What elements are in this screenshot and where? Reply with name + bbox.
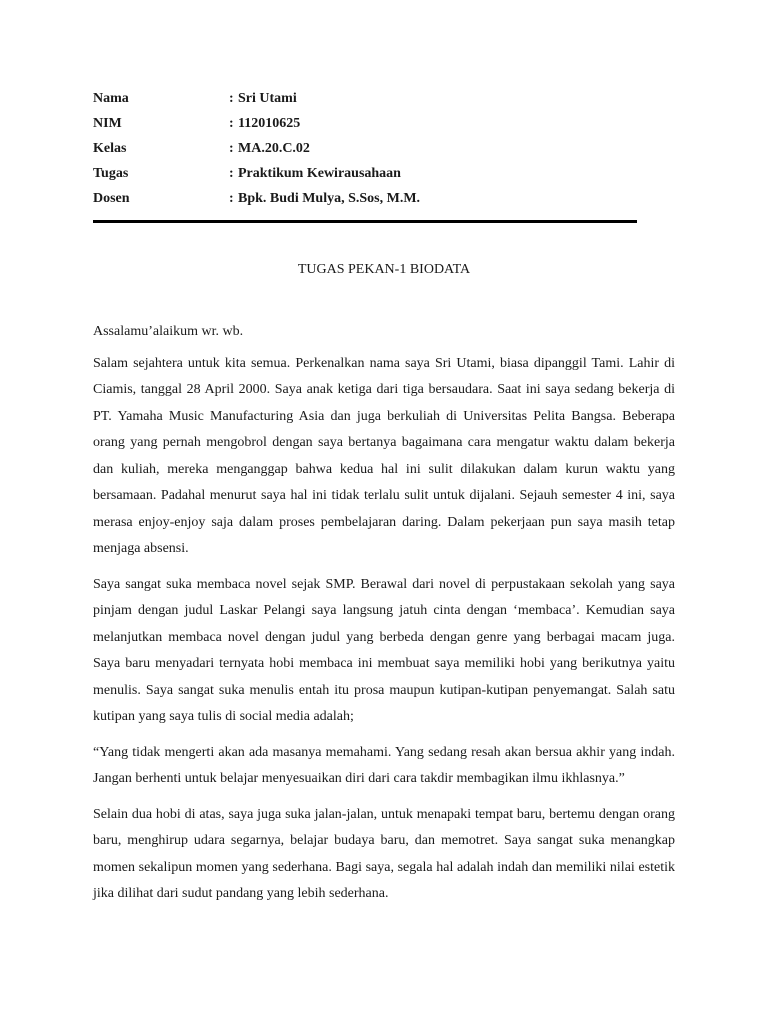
document-title: TUGAS PEKAN-1 BIODATA [297,262,471,277]
paragraph-introduction: Salam sejahtera untuk kita semua. Perkenalkan nama saya Sri Utami, biasa dipanggil Tami. Lahir di Ciamis, tanggal 28 April 2000. Saya anak ketiga dari tiga bersaudara. Saat ini saya sedang bekerja di PT. Yamaha Music Manufacturing Asia dan juga berkuliah di Universitas Pelita Bangsa. Beberapa orang yang pernah mengobrol dengan saya bertanya bagaimana cara mengatur waktu dalam bekerja dan kuliah, mereka menganggap bahwa kedua hal ini sulit dilakukan dalam kurun waktu yang bersamaan. Padahal menurut saya hal ini tidak terlalu sulit untuk dijalani. Sejauh semester 4 ini, saya merasa enjoy-enjoy saja dalam proses pembelajaran daring. Dalam pekerjaan pun saya masih tetap menjaga absensi. [93,355,675,556]
field-row-nama [93,86,653,111]
identity-header [93,86,653,212]
field-value: 112010625 [238,115,301,131]
field-label: Nama [93,90,129,106]
field-value: Praktikum Kewirausahaan [238,166,401,182]
field-value: Bpk. Budi Mulya, S.Sos, M.M. [238,191,421,207]
field-separator: : [229,166,234,182]
document-body [93,319,675,917]
paragraph-greeting: Assalamu’alaikum wr. wb. [93,324,244,339]
field-value: MA.20.C.02 [238,140,310,156]
field-row-kelas [93,136,653,161]
header-divider [93,220,637,223]
paragraph-quote: “Yang tidak mengerti akan ada masanya memahami. Yang sedang resah akan bersua akhir yang indah. Jangan berhenti untuk belajar menyesuaikan diri dari cara takdir membagikan ilmu ikhlasnya.” [93,744,675,786]
field-separator: : [229,140,234,156]
field-separator: : [229,90,234,106]
field-value: Sri Utami [238,90,297,106]
field-label: NIM [93,115,122,131]
field-label: Tugas [93,166,129,182]
paragraph-hobby-reading: Saya sangat suka membaca novel sejak SMP. Berawal dari novel di perpustakaan sekolah yang saya pinjam dengan judul Laskar Pelangi saya langsung jatuh cinta dengan ‘membaca’. Kemudian saya melanjutkan membaca novel dengan judul yang berbeda dengan genre yang berbagai macam juga. Saya baru menyadari ternyata hobi membaca ini membuat saya memiliki hobi yang berikutnya yaitu menulis. Saya sangat suka menulis entah itu prosa maupun kutipan-kutipan penyemangat. Salah satu kutipan yang saya tulis di social media adalah; [93,576,675,724]
field-row-tugas [93,162,653,187]
field-label: Kelas [93,140,127,156]
field-separator: : [229,115,234,131]
field-row-nim [93,111,653,136]
paragraph-hobby-travel: Selain dua hobi di atas, saya juga suka jalan-jalan, untuk menapaki tempat baru, bertemu dengan orang baru, menghirup udara segarnya, belajar budaya baru, dan memotret. Saya sangat suka menangkap momen sekalipun momen yang sederhana. Bagi saya, segala hal adalah indah dan memiliki nilai estetik jika dilihat dari sudut pandang yang lebih sederhana. [93,806,675,901]
field-row-dosen [93,187,653,212]
field-separator: : [229,191,234,207]
field-label: Dosen [93,191,130,207]
